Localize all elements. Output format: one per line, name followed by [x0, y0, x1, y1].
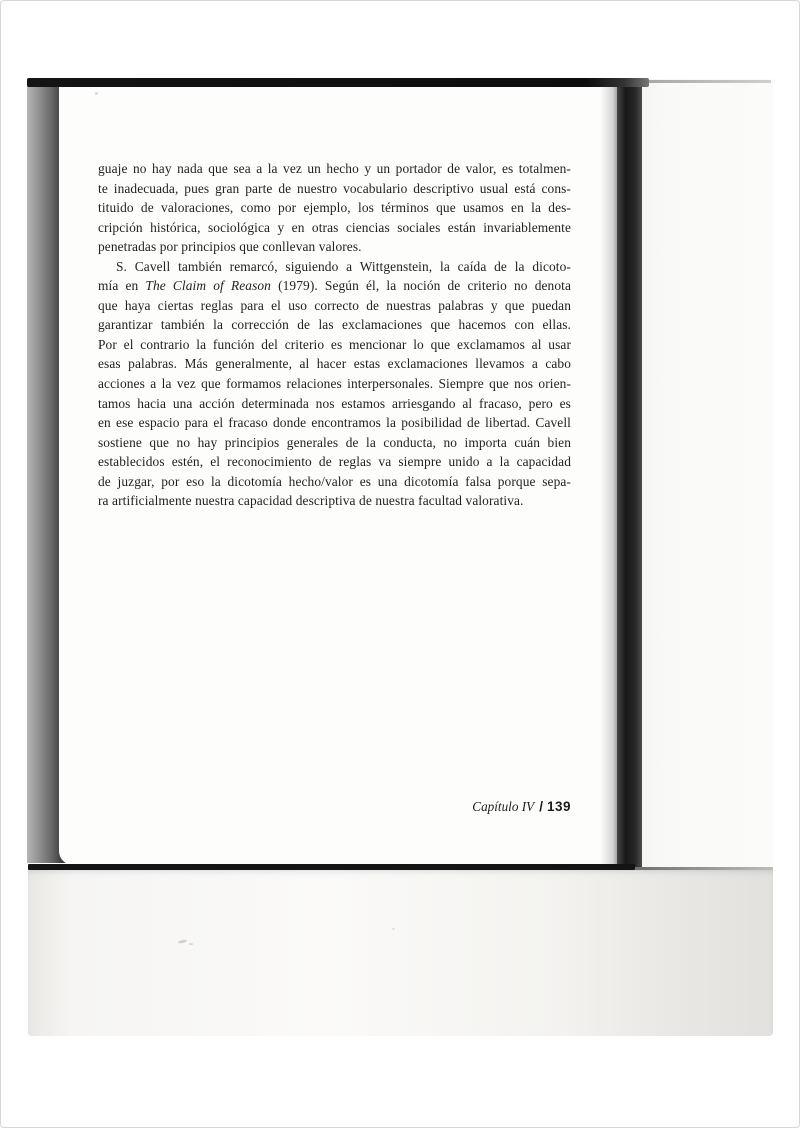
text-line: sostiene que no hay principios generales de la conducta, no importa cuán bien [98, 434, 571, 450]
text-line: cripción histórica, sociológica y en otras ciencias sociales están invariablemente [98, 219, 571, 235]
text-line: esas palabras. Más generalmente, al hacer estas exclamaciones llevamos a cabo [98, 356, 571, 372]
text-line: mía en The Claim of Reason (1979). Según él, la noción de criterio no denota [98, 278, 571, 294]
book-bottom-edge-faint [635, 867, 773, 870]
gutter-shadow [600, 83, 618, 865]
page-footer [472, 798, 571, 816]
text-line: tituido de valoraciones, como por ejemplo, los términos que usamos en la des- [98, 200, 571, 216]
scan-speck [189, 943, 193, 945]
book-top-edge-faint [649, 80, 771, 83]
book-bottom-edge [28, 864, 635, 870]
book-gutter-band [617, 80, 642, 869]
text-line: en ese espacio para el fracaso donde encontramos la posibilidad de libertad. Cavell [98, 415, 571, 431]
text-line: garantizar también la corrección de las exclamaciones que hacemos con ellas. [98, 317, 571, 333]
scan-speck [95, 92, 98, 95]
text-line: Por el contrario la función del criterio es mencionar lo que exclamamos al usar [98, 336, 571, 352]
text-line: de juzgar, por eso la dicotomía hecho/valor es una dicotomía falsa porque sepa- [98, 473, 571, 489]
body-text [98, 159, 571, 511]
text-line: S. Cavell también remarcó, siguiendo a Wittgenstein, la caída de la dicoto- [116, 258, 571, 274]
scan-speck [392, 928, 395, 930]
page-number: 139 [546, 799, 571, 814]
book-top-edge [27, 78, 649, 87]
footer-separator: / [539, 799, 543, 814]
chapter-label: Capítulo IV [472, 799, 535, 814]
text-line: penetradas por principios que conllevan valores. [98, 239, 362, 255]
text-line: te inadecuada, pues gran parte de nuestro vocabulario descriptivo usual está cons- [98, 180, 571, 196]
text-line: acciones a la vez que formamos relaciones interpersonales. Siempre que nos orien- [98, 376, 571, 392]
text-line: que haya ciertas reglas para el uso correcto de nuestras palabras y que puedan [98, 297, 571, 313]
text-line: tamos hacia una acción determinada nos estamos arriesgando al fracaso, pero es [98, 395, 571, 411]
text-line: guaje no hay nada que sea a la vez un hecho y un portador de valor, es totalmen- [98, 161, 571, 176]
text-line: establecidos estén, el reconocimiento de reglas va siempre unido a la capacidad [98, 454, 571, 470]
scanner-background [28, 867, 773, 1036]
facing-page-area [629, 79, 773, 869]
book-page [59, 82, 619, 865]
text-line: ra artificialmente nuestra capacidad descriptiva de nuestra facultad valorativa. [98, 493, 524, 509]
